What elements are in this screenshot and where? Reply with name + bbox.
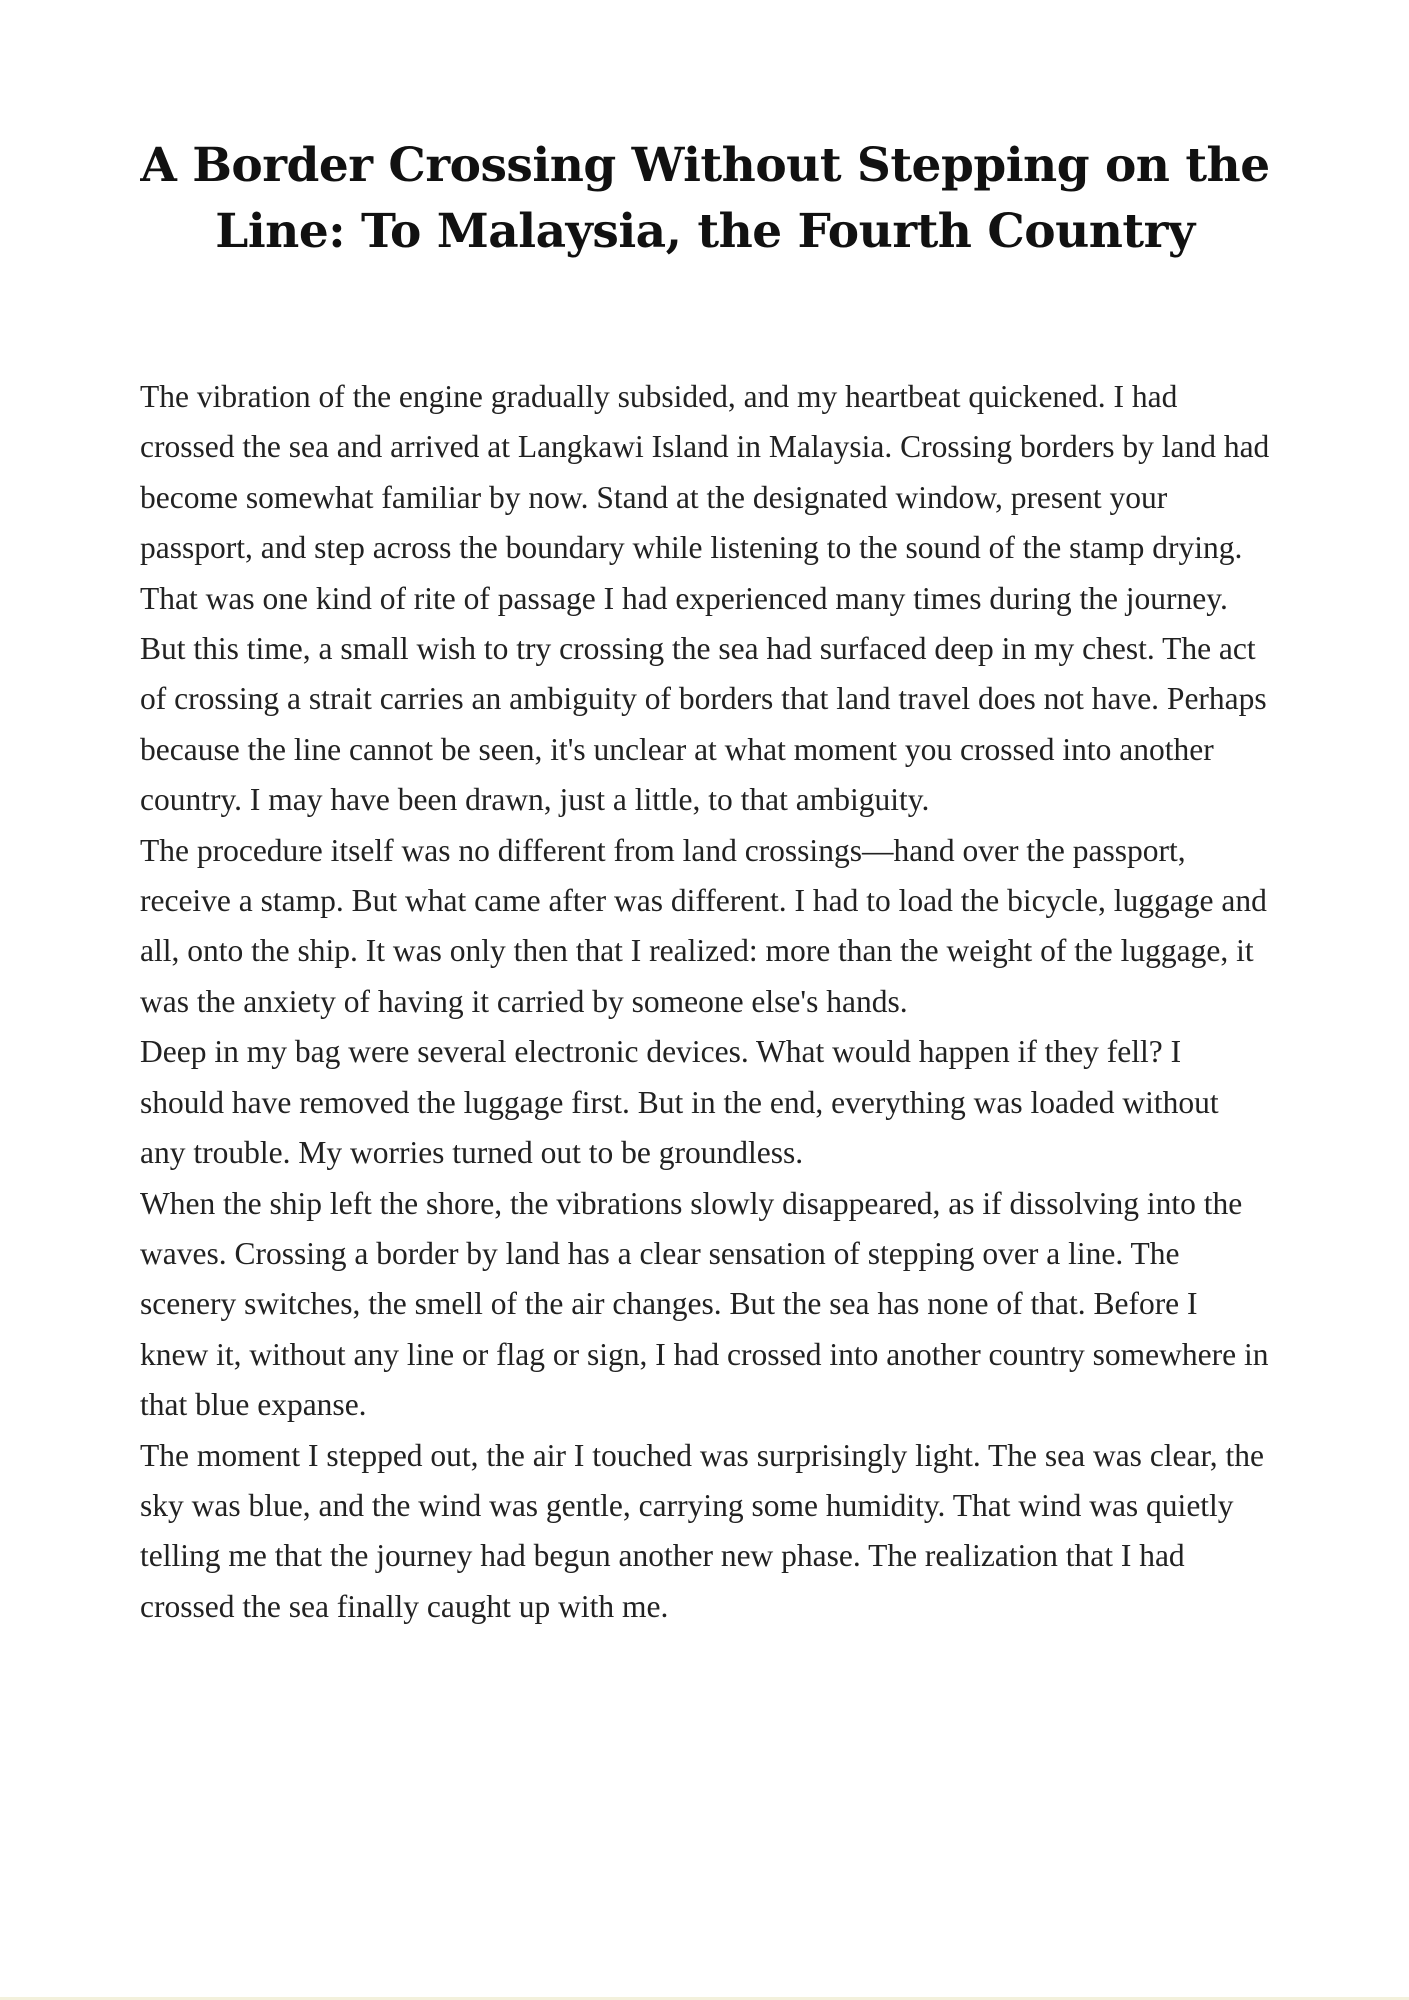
paragraph: When the ship left the shore, the vibrations slowly disappeared, as if dissolving into the waves. Crossing a border by land has a clear sensation of stepping over a line. The scenery switches, the smell of the air changes. But the sea has none of that. Before I knew it, without any line or flag or sign, I had crossed into another country somewhere in that blue expanse. [140, 1185, 1269, 1423]
paragraph: The procedure itself was no different from land crossings—hand over the passport, receive a stamp. But what came after was different. I had to load the bicycle, luggage and all, onto the ship. It was only then that I realized: more than the weight of the luggage, it was the anxiety of having it carried by someone else's hands. [140, 832, 1267, 1019]
paragraph: Deep in my bag were several electronic devices. What would happen if they fell? I should have removed the luggage first. But in the end, everything was loaded without any trouble. My worries turned out to be groundless. [140, 1034, 1219, 1171]
document-title: A Border Crossing Without Stepping on the Line: To Malaysia, the Fourth Country [140, 138, 1270, 259]
paragraph: But this time, a small wish to try crossing the sea had surfaced deep in my chest. The act of crossing a strait carries an ambiguity of borders that land travel does not have. Perhaps because the line cannot be seen, it's unclear at what moment you crossed into another country. I may have been drawn, just a little, to that ambiguity. [140, 631, 1267, 818]
paragraph: The moment I stepped out, the air I touched was surprisingly light. The sea was clear, the sky was blue, and the wind was gentle, carrying some humidity. That wind was quietly telling me that the journey had begun another new phase. The realization that I had crossed the sea finally caught up with me. [140, 1437, 1264, 1624]
paragraph: The vibration of the engine gradually subsided, and my heartbeat quickened. I had crossed the sea and arrived at Langkawi Island in Malaysia. Crossing borders by land had become somewhat familiar by now. Stand at the designated window, present your passport, and step across the boundary while listening to the sound of the stamp drying. That was one kind of rite of passage I had experienced many times during the journey. [140, 379, 1270, 616]
document-body [140, 372, 1270, 1632]
